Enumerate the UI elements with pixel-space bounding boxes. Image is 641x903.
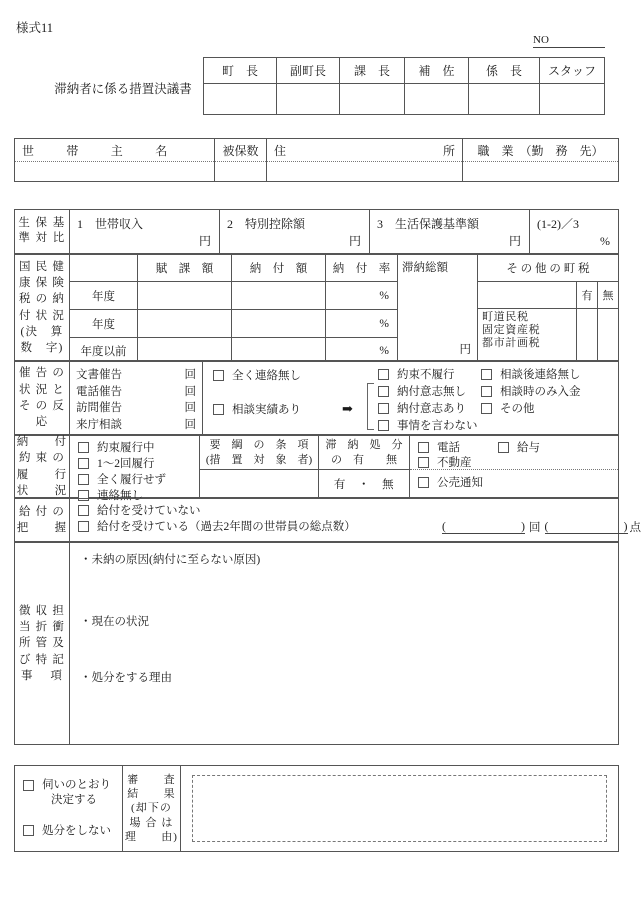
checkbox-realestate-seizure[interactable]: 不動産	[418, 455, 472, 471]
checkbox-icon[interactable]	[78, 474, 89, 485]
checkbox-paid-1-2-times[interactable]: 1～2回履行	[78, 456, 199, 472]
approval-col-staff: スタッフ	[547, 64, 596, 78]
arrow-right-icon: ➡	[342, 401, 353, 416]
benefit-point-field[interactable]: ( )	[544, 520, 628, 533]
approval-stamp-staff[interactable]	[540, 84, 604, 115]
no-label: NO	[533, 34, 549, 46]
welfare-standard-label: 生 保 基 準 対 比	[18, 217, 66, 244]
checkbox-icon[interactable]	[378, 420, 389, 431]
office-consult-label: 来庁相談	[76, 418, 122, 431]
checkbox-icon[interactable]	[481, 386, 492, 397]
payment-rate-header: 納 付 率	[326, 255, 397, 282]
checkbox-no-contact-promise[interactable]: 連絡無し	[78, 488, 199, 504]
approval-stamp-vicemayor[interactable]	[277, 84, 340, 115]
approval-header-row	[204, 58, 604, 84]
memo-item-reason: ・処分をする理由	[80, 672, 172, 684]
phone-reminder-label: 電話催告	[76, 385, 122, 398]
kokuho-year-2[interactable]: 年度	[70, 310, 137, 338]
review-result-input[interactable]	[192, 775, 607, 842]
memo-value-current[interactable]	[80, 631, 612, 669]
other-tax-yes-header: 有	[577, 282, 597, 309]
page-title: 滞納者に係る措置決議書	[54, 82, 192, 96]
checkbox-phone-seizure[interactable]: 電話	[418, 440, 460, 456]
checkbox-icon[interactable]	[378, 403, 389, 414]
special-deduction-value[interactable]	[227, 235, 341, 249]
checkbox-receiving-benefit[interactable]: 給付を受けている（過去2年間の世帯員の総点数）	[78, 519, 618, 535]
approval-col-vicemayor: 副町長	[277, 58, 340, 83]
checkbox-salary-seizure[interactable]: 給与	[498, 440, 540, 456]
insurance-payment-section	[14, 254, 619, 361]
ratio-formula-label: (1-2)／3	[537, 217, 579, 231]
arrears-total-value[interactable]	[404, 343, 455, 357]
benefit-count-field[interactable]: ( )	[442, 520, 525, 533]
other-tax-header: その他の町税	[478, 255, 618, 282]
checkbox-icon[interactable]	[481, 369, 492, 380]
checkbox-icon[interactable]	[213, 370, 224, 381]
approval-col-mayor: 町 長	[204, 58, 277, 83]
checkbox-icon[interactable]	[78, 505, 89, 516]
other-tax-yes-cell[interactable]	[577, 309, 597, 360]
checkbox-never-fulfilled[interactable]: 全く履行せず	[78, 472, 199, 488]
household-head-value[interactable]	[15, 161, 214, 183]
memo-item-cause: ・未納の原因(納付に至らない原因)	[80, 554, 261, 566]
insured-count-label: 被保数	[222, 143, 259, 158]
checkbox-icon[interactable]	[498, 442, 509, 453]
doc-reminder-label: 文書催告	[76, 369, 122, 381]
no-field[interactable]	[533, 33, 605, 48]
ratio-unit: %	[600, 234, 610, 248]
insurance-payment-label: 国 民 健 康 保 険 税 の 納 付 状 況 (決 算 数 字)	[19, 260, 65, 355]
welfare-base-value[interactable]	[377, 235, 501, 249]
review-result-label: 審 査 結 果 (却下の 場 合 は 理 由)	[124, 773, 179, 843]
approval-table	[203, 57, 605, 115]
checkbox-no-contact-after[interactable]: 相談後連絡無し	[481, 367, 581, 383]
kokuho-year-3: 年度以前	[80, 345, 127, 358]
checkbox-icon[interactable]	[418, 457, 429, 468]
payment-rate-1[interactable]: %	[326, 282, 397, 310]
address-label: 住 所	[274, 143, 455, 158]
benefit-section	[14, 498, 641, 542]
promise-fulfillment-section	[14, 435, 619, 502]
checkbox-no-benefit[interactable]: 給付を受けていない	[78, 503, 618, 519]
other-tax-item-2: 固定資産税	[482, 323, 541, 336]
payment-rate-2[interactable]: %	[326, 310, 397, 338]
bracket-decoration	[367, 383, 374, 430]
household-table	[14, 138, 619, 182]
doc-reminder-unit[interactable]: 回	[184, 369, 196, 381]
checkbox-icon[interactable]	[418, 442, 429, 453]
checkbox-other-reaction[interactable]: その他	[481, 401, 535, 417]
assessed-amount-2[interactable]	[138, 310, 231, 338]
household-income-label: 1 世帯収入	[77, 217, 144, 231]
benefit-count-unit: 回	[529, 522, 541, 534]
approval-stamp-mayor[interactable]	[204, 84, 277, 115]
occupation-label: 職 業 （勤 務 先）	[477, 143, 604, 158]
checkbox-promise-ongoing[interactable]: 約束履行中	[78, 440, 199, 456]
checkbox-has-will-to-pay[interactable]: 納付意志あり	[378, 401, 466, 417]
decision-section	[14, 765, 619, 852]
checkbox-icon[interactable]	[78, 521, 89, 532]
arrears-total-unit: 円	[459, 344, 471, 356]
checkbox-icon[interactable]	[78, 458, 89, 469]
welfare-base-label: 3 生活保護基準額	[377, 217, 480, 231]
kokuho-year-1[interactable]: 年度	[70, 282, 137, 310]
welfare-base-unit: 円	[508, 234, 521, 248]
approval-stamp-assistant[interactable]	[405, 84, 469, 115]
memo-value-cause[interactable]	[80, 569, 612, 607]
assessed-amount-3[interactable]	[138, 338, 231, 363]
household-income-unit: 円	[198, 234, 211, 248]
checkbox-no-will-to-pay[interactable]: 納付意志無し	[378, 384, 466, 400]
other-tax-blank[interactable]	[478, 282, 576, 309]
form-code: 様式11	[16, 21, 54, 35]
checkbox-pay-only-at-consult[interactable]: 相談時のみ入金	[481, 384, 581, 400]
approval-col-assistant: 補 佐	[405, 58, 469, 83]
memo-value-reason[interactable]	[80, 687, 612, 738]
collection-notes-label: 徴 収 担 当 折 衝 所 管 及 び 特 記 事 項	[19, 604, 65, 682]
paid-amount-header: 納 付 額	[232, 255, 325, 282]
special-deduction-label: 2 特別控除額	[227, 217, 306, 231]
checkbox-icon[interactable]	[213, 404, 224, 415]
approval-col-section: 係 長	[469, 58, 540, 83]
reminder-status-section	[14, 361, 619, 435]
promise-fulfillment-label: 納 付 約 束 の 履 行 状 況	[16, 435, 68, 497]
checkbox-icon[interactable]	[23, 780, 34, 791]
clause-label: 要 綱 の 条 項 (措 置 対 象 者)	[200, 436, 318, 470]
checkbox-icon[interactable]	[78, 442, 89, 453]
payment-rate-3[interactable]: %	[379, 344, 389, 357]
other-tax-item-1: 町道民税	[482, 311, 529, 323]
clause-value[interactable]	[200, 470, 318, 497]
checkbox-approve-as-requested[interactable]: 伺いのとおり 決定する	[23, 778, 111, 808]
memo-item-current: ・現在の状況	[80, 616, 149, 628]
other-tax-no-cell[interactable]	[598, 309, 618, 360]
checkbox-icon[interactable]	[378, 369, 389, 380]
disposal-choice[interactable]: 有 ・ 無	[333, 478, 395, 491]
household-income-value[interactable]	[77, 235, 191, 249]
checkbox-has-consult[interactable]: 相談実績あり	[213, 402, 301, 418]
insured-count-value[interactable]	[215, 161, 266, 183]
paid-amount-2[interactable]	[232, 310, 325, 338]
other-tax-no-header: 無	[598, 282, 618, 309]
household-head-label: 世 帯 主 名	[22, 143, 178, 158]
assessed-amount-1[interactable]	[138, 282, 231, 310]
checkbox-icon[interactable]	[378, 386, 389, 397]
disposal-label: 滞 納 処 分 の 有 無	[319, 436, 409, 470]
checkbox-auction-notice[interactable]: 公売通知	[418, 475, 618, 491]
ratio-value[interactable]	[537, 235, 594, 249]
visit-reminder-unit[interactable]: 回	[184, 402, 196, 414]
approval-stamp-chief[interactable]	[340, 84, 405, 115]
checkbox-icon[interactable]	[23, 825, 34, 836]
occupation-value[interactable]	[463, 161, 618, 183]
checkbox-promise-broken[interactable]: 約束不履行	[378, 367, 455, 383]
address-value[interactable]	[267, 161, 462, 183]
benefit-label: 給 付 の 把 握	[16, 505, 68, 534]
paid-amount-3[interactable]	[232, 338, 325, 363]
arrears-total-header: 滞納総額	[402, 262, 448, 274]
checkbox-no-contact[interactable]: 全く連絡無し	[213, 368, 301, 384]
approval-col-chief: 課 長	[340, 58, 405, 83]
reminder-status-label: 催 告 の 状 況 と そ の 反 応	[19, 367, 65, 429]
special-deduction-unit: 円	[348, 234, 361, 248]
other-tax-item-3: 都市計画税	[482, 336, 541, 349]
office-consult-unit[interactable]: 回	[184, 418, 196, 431]
visit-reminder-label: 訪問催告	[76, 402, 122, 414]
welfare-standard-section	[14, 209, 619, 254]
benefit-point-unit: 点	[629, 522, 641, 534]
checkbox-icon[interactable]	[481, 403, 492, 414]
approval-value-row	[204, 84, 604, 115]
checkbox-no-disposal[interactable]: 処分をしない	[23, 823, 111, 839]
assessed-amount-header: 賦 課 額	[138, 255, 231, 282]
paid-amount-1[interactable]	[232, 282, 325, 310]
collection-notes-section	[14, 542, 619, 745]
phone-reminder-unit[interactable]: 回	[184, 385, 196, 398]
checkbox-icon[interactable]	[418, 477, 429, 488]
checkbox-no-explanation[interactable]: 事情を言わない	[378, 418, 478, 434]
approval-stamp-section[interactable]	[469, 84, 540, 115]
